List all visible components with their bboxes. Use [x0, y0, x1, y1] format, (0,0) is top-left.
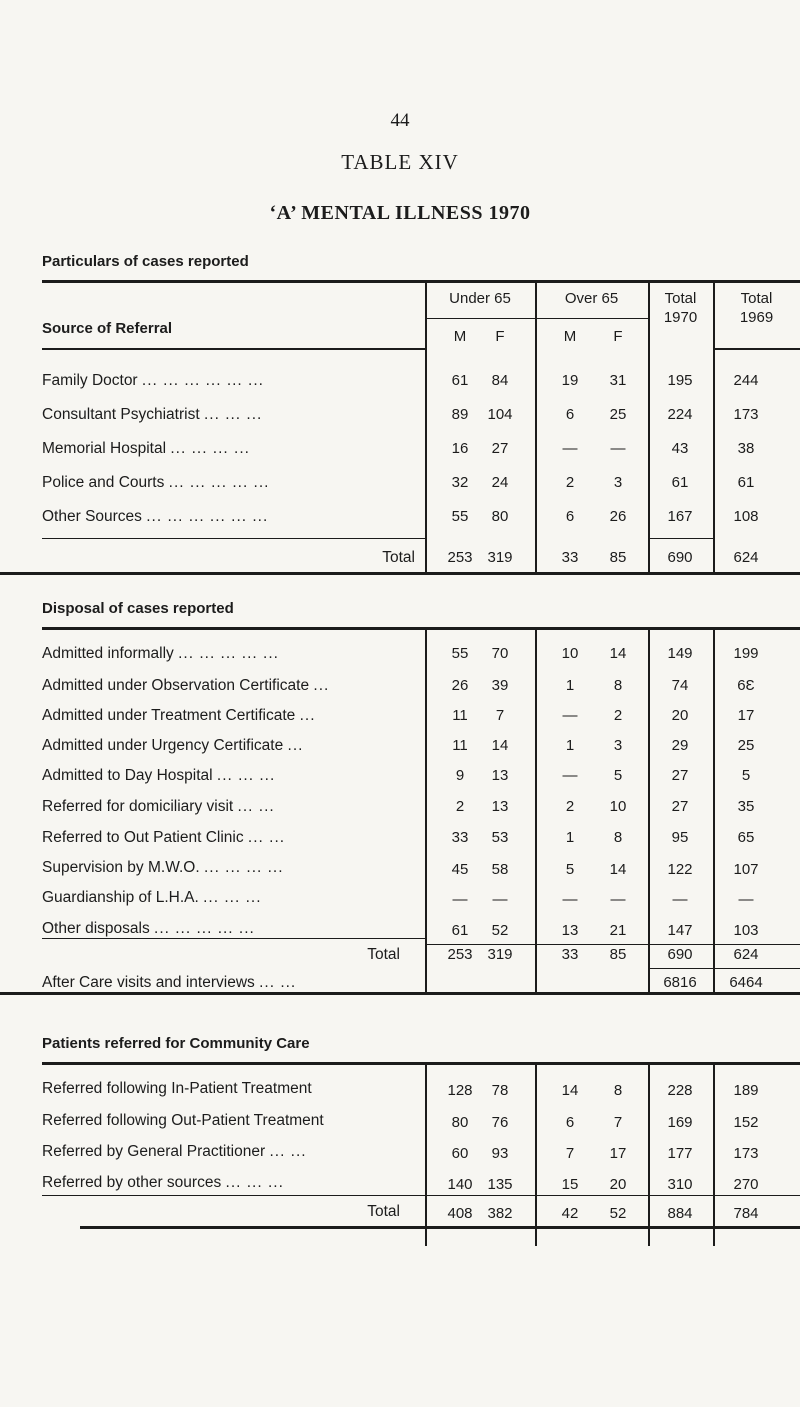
header-sex: F [613, 328, 623, 345]
cell-value: 8 [613, 829, 623, 846]
row-label-text: Admitted under Urgency Certificate [42, 737, 284, 754]
cell-value: 6464 [729, 974, 763, 991]
row-label-text: Police and Courts [42, 474, 165, 491]
cell-value: 135 [487, 1176, 513, 1193]
cell-value: 1 [565, 677, 575, 694]
row-label [42, 440, 250, 458]
cell-value: 6816 [663, 974, 697, 991]
subheader-rule [425, 318, 535, 319]
cell-value: 21 [609, 922, 627, 939]
cell-value: 173 [733, 1145, 759, 1162]
total-label: Total [367, 1203, 400, 1220]
cell-value: 8 [613, 1082, 623, 1099]
row-label-text: Referred for domiciliary visit [42, 798, 234, 815]
cell-value: 1 [565, 737, 575, 754]
leader-dots: ... [287, 737, 304, 754]
cell-value: 38 [737, 440, 755, 457]
cell-value: 624 [733, 946, 759, 963]
row-label-text: Referred by General Practitioner [42, 1143, 266, 1160]
cell-value: 60 [451, 1145, 469, 1162]
leader-dots: ... ... ... [216, 767, 276, 784]
row-label [42, 859, 284, 877]
cell-value: 6 [565, 406, 575, 423]
cell-value: 19 [561, 372, 579, 389]
table-subtitle: ‘A’ MENTAL ILLNESS 1970 [269, 202, 531, 224]
cell-value: 382 [487, 1205, 513, 1222]
cell-value: 13 [491, 767, 509, 784]
header-year-1969: 1969 [739, 309, 774, 326]
cell-value: 39 [491, 677, 509, 694]
row-label-text: Guardianship of L.H.A. [42, 889, 199, 906]
aftercare-label-text: After Care visits and interviews [42, 974, 255, 991]
header-source-of-referral: Source of Referral [42, 320, 173, 337]
cell-value: 2 [613, 707, 623, 724]
cell-value: 13 [491, 798, 509, 815]
cell-value: 85 [609, 549, 627, 566]
row-label [42, 372, 264, 390]
column-divider [535, 282, 537, 572]
cell-value: 10 [609, 798, 627, 815]
table-bottom-rule [80, 1226, 800, 1229]
cell-value: 6 [565, 1114, 575, 1131]
cell-value: 5 [613, 767, 623, 784]
leader-dots: ... ... ... ... ... ... [146, 508, 269, 525]
cell-value: 5 [565, 861, 575, 878]
leader-dots: ... ... ... ... [203, 859, 284, 876]
cell-value: 26 [609, 508, 627, 525]
header-sex: M [453, 328, 467, 345]
cell-value: 5 [741, 767, 751, 784]
row-label [42, 707, 316, 725]
cell-value: 24 [491, 474, 509, 491]
cell-value: 108 [733, 508, 759, 525]
leader-dots: ... [299, 707, 316, 724]
row-label-text: Referred following Out-Patient Treatment [42, 1112, 324, 1129]
column-divider [425, 282, 427, 572]
cell-value: 104 [487, 406, 513, 423]
cell-value: 690 [667, 946, 693, 963]
cell-value: 33 [561, 946, 579, 963]
total-rule [648, 538, 713, 539]
cell-value: — [562, 707, 578, 724]
row-label-text: Admitted under Treatment Certificate [42, 707, 296, 724]
cell-value: 1 [565, 829, 575, 846]
cell-value: 11 [452, 737, 468, 754]
cell-value: 884 [667, 1205, 693, 1222]
row-label [42, 1112, 324, 1130]
cell-value: 70 [491, 645, 509, 662]
row-label-text: Admitted to Day Hospital [42, 767, 213, 784]
column-divider [535, 1064, 537, 1246]
cell-value: 2 [455, 798, 465, 815]
cell-value: 42 [561, 1205, 579, 1222]
cell-value: 14 [561, 1082, 579, 1099]
row-label [42, 767, 275, 785]
cell-value: 310 [667, 1176, 693, 1193]
cell-value: 177 [667, 1145, 693, 1162]
cell-value: 319 [487, 946, 513, 963]
cell-value: 58 [491, 861, 509, 878]
cell-value: 7 [495, 707, 505, 724]
column-divider [425, 1064, 427, 1246]
cell-value: 253 [447, 946, 473, 963]
cell-value: 53 [491, 829, 509, 846]
page-number: 44 [390, 110, 410, 131]
header-under-65: Under 65 [449, 290, 511, 307]
row-label [42, 798, 275, 816]
row-label [42, 406, 262, 424]
leader-dots: ... ... ... [225, 1174, 284, 1191]
cell-value: 89 [451, 406, 469, 423]
row-label [42, 645, 279, 663]
cell-value: 2 [565, 474, 575, 491]
cell-value: 95 [671, 829, 689, 846]
cell-value: 84 [491, 372, 509, 389]
cell-value: 74 [671, 677, 689, 694]
cell-value: 9 [455, 767, 465, 784]
header-total-1970: Total [664, 290, 697, 307]
row-label [42, 920, 255, 938]
cell-value: 140 [447, 1176, 473, 1193]
cell-value: — [562, 440, 578, 457]
cell-value: 52 [491, 922, 509, 939]
cell-value: 10 [561, 645, 579, 662]
row-label-text: Admitted informally [42, 645, 174, 662]
cell-value: — [562, 891, 578, 908]
column-divider [648, 629, 650, 951]
cell-value: 93 [491, 1145, 509, 1162]
leader-dots: ... ... ... ... [170, 440, 250, 457]
total-rule [42, 538, 425, 539]
cell-value: 11 [452, 707, 468, 724]
cell-value: 128 [447, 1082, 473, 1099]
row-label [42, 1174, 284, 1192]
cell-value: 224 [667, 406, 693, 423]
cell-value: 61 [451, 372, 469, 389]
leader-dots: ... ... ... [203, 889, 262, 906]
cell-value: 270 [733, 1176, 759, 1193]
cell-value: 14 [491, 737, 509, 754]
cell-value: 16 [451, 440, 469, 457]
row-label [42, 737, 303, 755]
header-total-1969: Total [740, 290, 773, 307]
row-label [42, 889, 262, 907]
column-divider [535, 629, 537, 951]
leader-dots: ... ... ... ... ... ... [141, 372, 264, 389]
table-top-rule [42, 1062, 800, 1065]
row-label-text: Supervision by M.W.O. [42, 859, 200, 876]
column-divider [713, 950, 715, 992]
total-rule [425, 944, 800, 945]
leader-dots: ... ... [247, 829, 286, 846]
cell-value: 228 [667, 1082, 693, 1099]
cell-value: 55 [451, 508, 469, 525]
cell-value: 199 [733, 645, 759, 662]
cell-value: — [610, 440, 626, 457]
header-rule [713, 348, 800, 350]
cell-value: 80 [451, 1114, 469, 1131]
cell-value: 76 [491, 1114, 509, 1131]
leader-dots: ... ... ... [203, 406, 263, 423]
cell-value: 189 [733, 1082, 759, 1099]
cell-value: 27 [491, 440, 509, 457]
cell-value: 33 [561, 549, 579, 566]
cell-value: 319 [487, 549, 513, 566]
cell-value: 14 [609, 861, 627, 878]
cell-value: — [738, 891, 754, 908]
aftercare-rule [648, 968, 800, 969]
leader-dots: ... ... [269, 1143, 307, 1160]
header-rule [42, 348, 425, 350]
cell-value: 52 [609, 1205, 627, 1222]
row-label [42, 829, 285, 847]
leader-dots: ... ... [237, 798, 275, 815]
cell-value: 173 [733, 406, 759, 423]
cell-value: — [452, 891, 468, 908]
leader-dots: ... [313, 677, 330, 694]
cell-value: 14 [609, 645, 627, 662]
leader-dots: ... ... ... ... ... [178, 645, 279, 662]
section2-heading: Disposal of cases reported [42, 600, 234, 617]
cell-value: 17 [737, 707, 755, 724]
cell-value: 78 [491, 1082, 509, 1099]
cell-value: 43 [671, 440, 689, 457]
header-over-65: Over 65 [564, 290, 619, 307]
cell-value: 195 [667, 372, 693, 389]
cell-value: — [610, 891, 626, 908]
row-label-text: Other disposals [42, 920, 150, 937]
cell-value: 13 [561, 922, 579, 939]
cell-value: 45 [451, 861, 469, 878]
table-top-rule [42, 627, 800, 630]
cell-value: 6 [565, 508, 575, 525]
cell-value: 26 [451, 677, 469, 694]
header-sex: M [563, 328, 577, 345]
cell-value: 690 [667, 549, 693, 566]
row-label-text: Admitted under Observation Certificate [42, 677, 310, 694]
cell-value: 25 [737, 737, 755, 754]
cell-value: 7 [565, 1145, 575, 1162]
cell-value: 3 [613, 737, 623, 754]
table-bottom-rule [0, 572, 800, 575]
cell-value: 80 [491, 508, 509, 525]
cell-value: 55 [451, 645, 469, 662]
cell-value: 27 [671, 767, 689, 784]
row-label [42, 474, 269, 492]
total-rule [42, 938, 425, 939]
cell-value: 61 [451, 922, 469, 939]
row-label [42, 1080, 312, 1098]
total-rule [42, 1195, 800, 1196]
row-label [42, 677, 329, 695]
cell-value: 32 [451, 474, 469, 491]
aftercare-label [42, 974, 296, 992]
section3-heading: Patients referred for Community Care [42, 1035, 310, 1052]
leader-dots: ... ... [259, 974, 297, 991]
cell-value: 107 [733, 861, 759, 878]
column-divider [425, 950, 427, 992]
cell-value: 33 [451, 829, 469, 846]
row-label-text: Memorial Hospital [42, 440, 167, 457]
cell-value: 35 [737, 798, 755, 815]
cell-value: 31 [609, 372, 627, 389]
column-divider [713, 629, 715, 951]
cell-value: 2 [565, 798, 575, 815]
cell-value: 6Ɛ [737, 677, 755, 694]
table-top-rule [42, 280, 800, 283]
cell-value: 624 [733, 549, 759, 566]
cell-value: 61 [671, 474, 689, 491]
total-label: Total [382, 549, 415, 566]
cell-value: 25 [609, 406, 627, 423]
subheader-rule [535, 318, 648, 319]
leader-dots: ... ... ... ... ... [168, 474, 270, 491]
row-label-text: Referred to Out Patient Clinic [42, 829, 244, 846]
cell-value: 20 [671, 707, 689, 724]
cell-value: — [672, 891, 688, 908]
cell-value: 20 [609, 1176, 627, 1193]
column-divider [648, 1064, 650, 1246]
cell-value: 147 [667, 922, 693, 939]
cell-value: 169 [667, 1114, 693, 1131]
cell-value: 65 [737, 829, 755, 846]
header-sex: F [495, 328, 505, 345]
column-divider [535, 950, 537, 992]
total-label: Total [367, 946, 400, 963]
row-label [42, 508, 268, 526]
cell-value: 408 [447, 1205, 473, 1222]
column-divider [713, 1064, 715, 1246]
cell-value: 17 [609, 1145, 627, 1162]
cell-value: 167 [667, 508, 693, 525]
cell-value: 784 [733, 1205, 759, 1222]
cell-value: — [492, 891, 508, 908]
row-label-text: Other Sources [42, 508, 142, 525]
cell-value: 27 [671, 798, 689, 815]
cell-value: 61 [737, 474, 755, 491]
column-divider [425, 629, 427, 951]
cell-value: 103 [733, 922, 759, 939]
cell-value: 7 [613, 1114, 623, 1131]
header-year-1970: 1970 [663, 309, 698, 326]
cell-value: 85 [609, 946, 627, 963]
cell-value: 8 [613, 677, 623, 694]
cell-value: 15 [561, 1176, 579, 1193]
cell-value: 122 [667, 861, 693, 878]
cell-value: 149 [667, 645, 693, 662]
cell-value: 244 [733, 372, 759, 389]
cell-value: 29 [671, 737, 689, 754]
row-label-text: Consultant Psychiatrist [42, 406, 200, 423]
row-label-text: Family Doctor [42, 372, 138, 389]
column-divider [648, 282, 650, 572]
leader-dots: ... ... ... ... ... [154, 920, 255, 937]
cell-value: 253 [447, 549, 473, 566]
cell-value: 3 [613, 474, 623, 491]
cell-value: 152 [733, 1114, 759, 1131]
row-label-text: Referred by other sources [42, 1174, 222, 1191]
column-divider [713, 282, 715, 572]
section1-heading: Particulars of cases reported [42, 253, 249, 270]
table-bottom-rule [0, 992, 800, 995]
column-divider [648, 950, 650, 992]
row-label-text: Referred following In-Patient Treatment [42, 1080, 312, 1097]
table-title: TABLE XIV [341, 150, 459, 174]
row-label [42, 1143, 307, 1161]
cell-value: — [562, 767, 578, 784]
